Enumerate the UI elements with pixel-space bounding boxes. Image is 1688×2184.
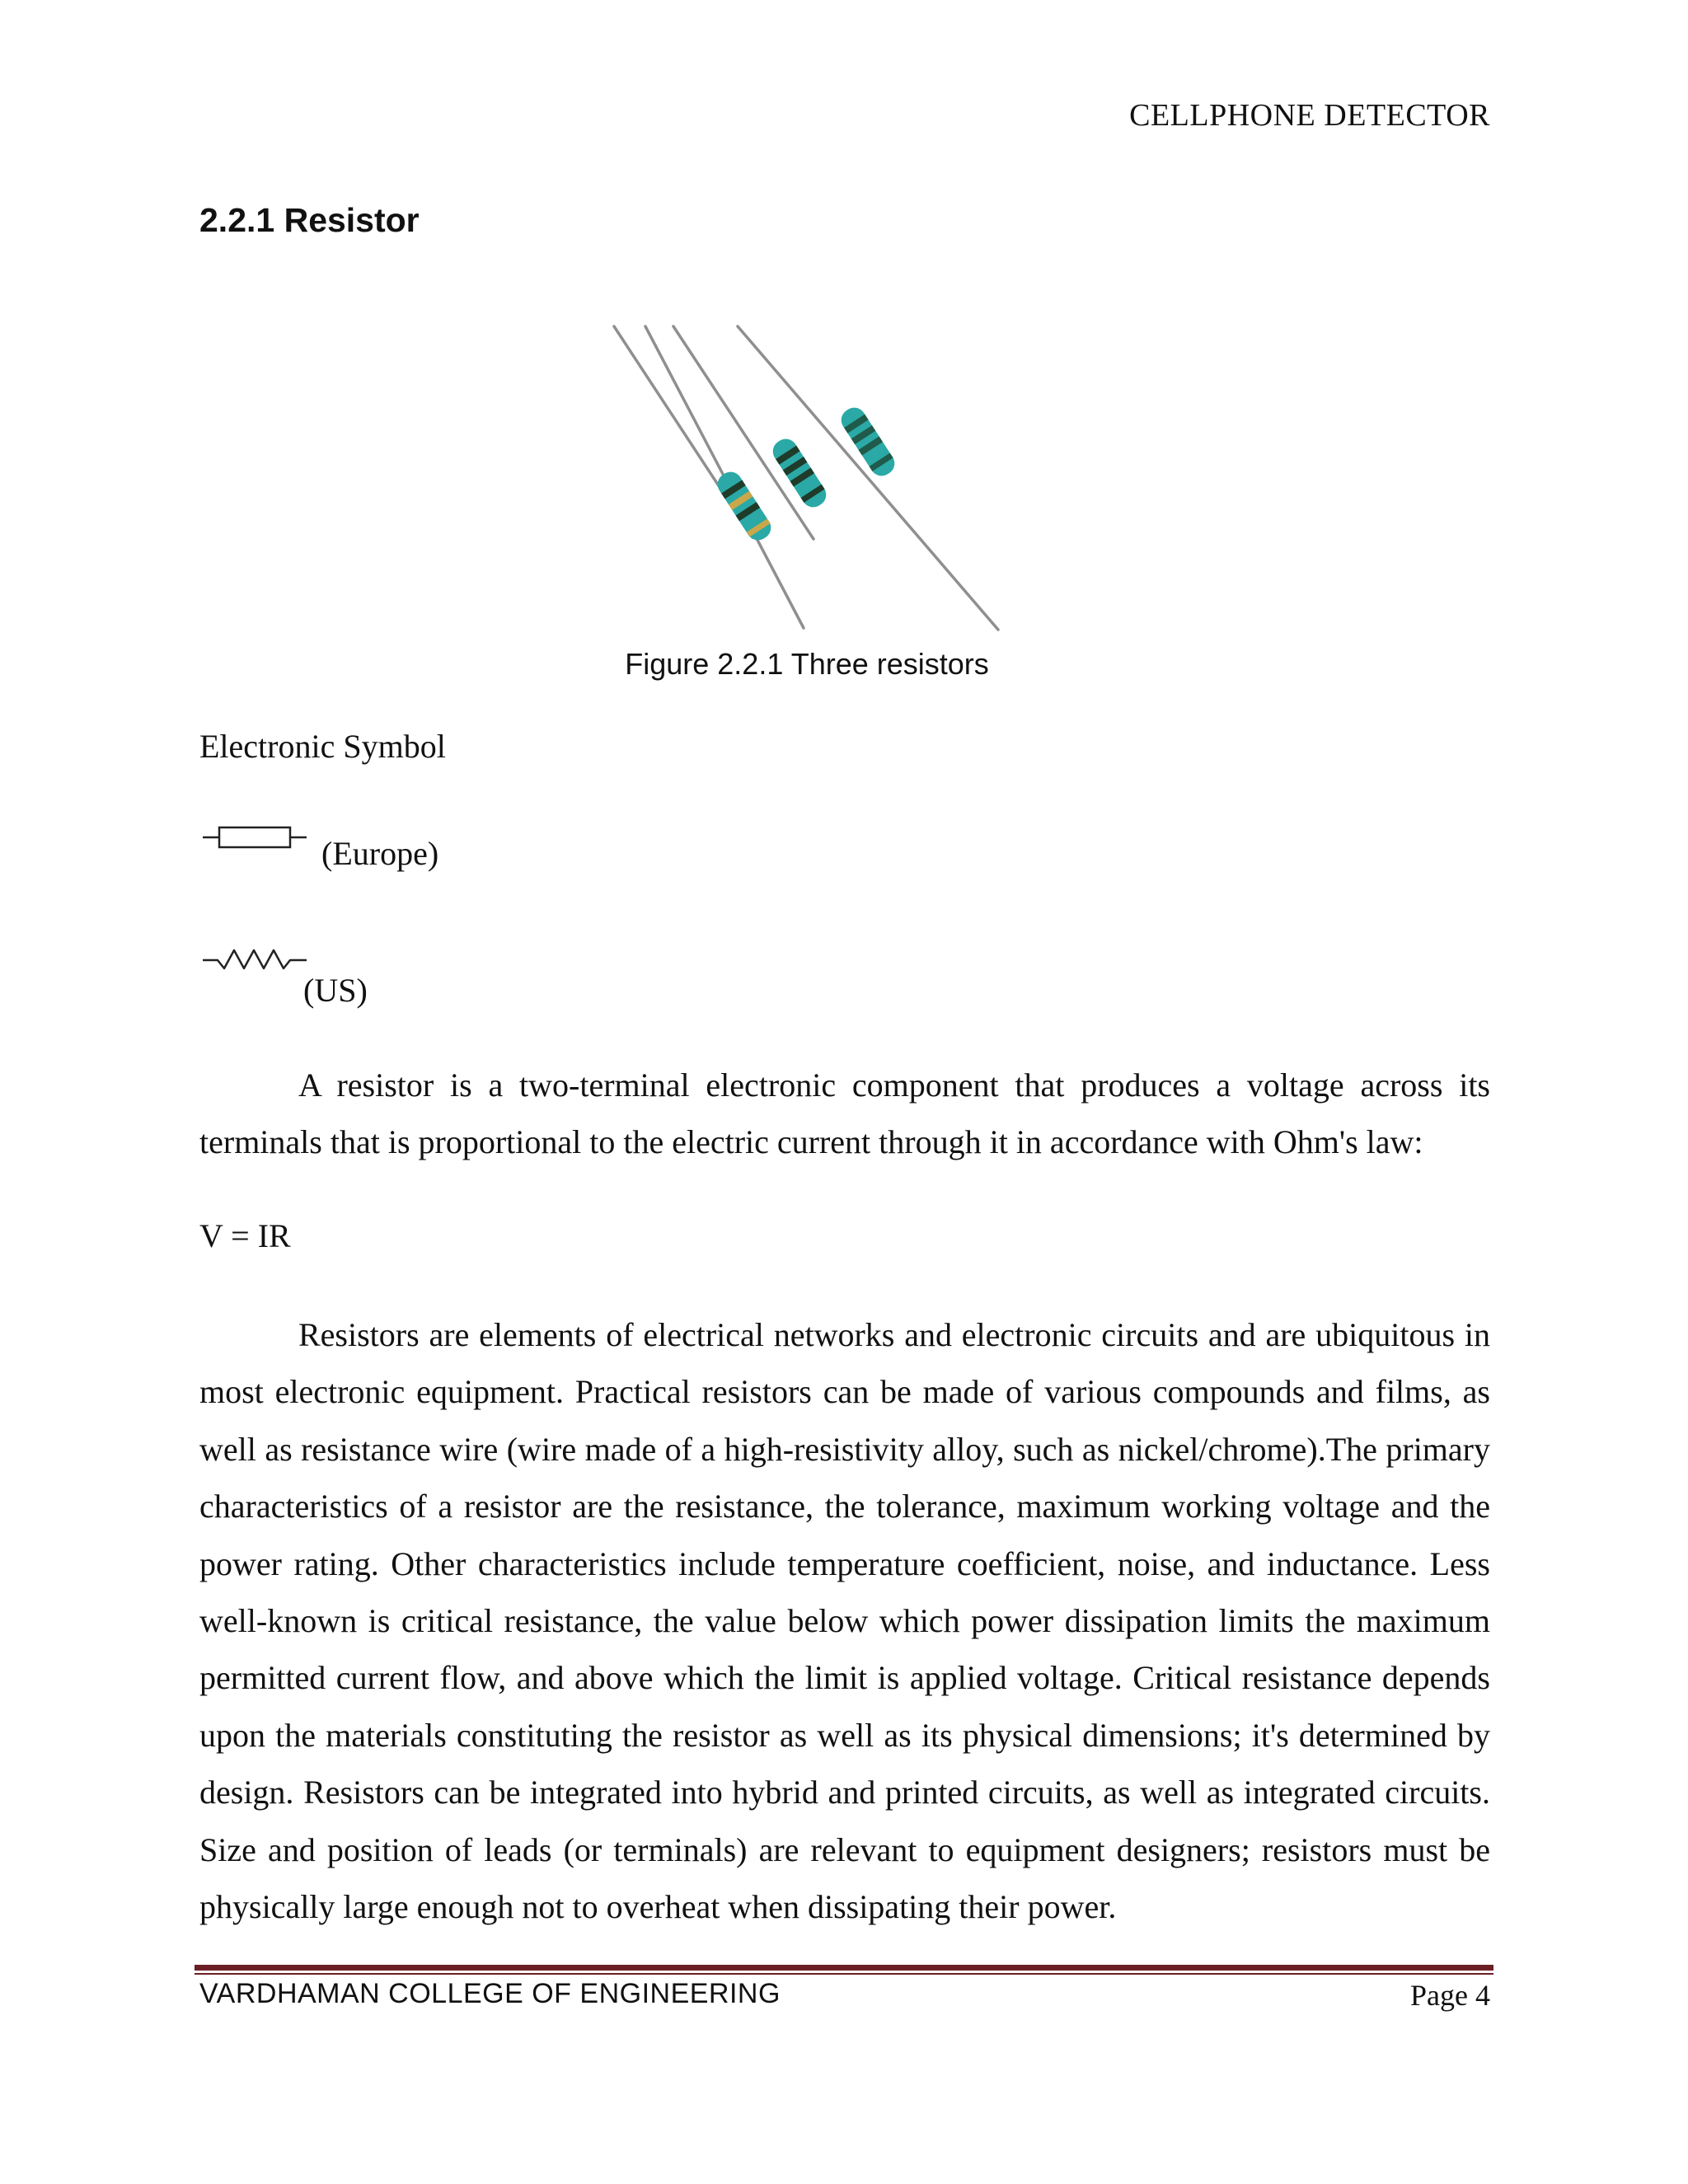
figure-caption: Figure 2.2.1 Three resistors <box>625 647 989 681</box>
footer-institution: VARDHAMAN COLLEGE OF ENGINEERING <box>199 1978 781 2009</box>
footer-rule-thin <box>195 1973 1493 1975</box>
resistor-symbol-europe-icon <box>201 821 308 854</box>
electronic-symbol-label: Electronic Symbol <box>199 728 446 765</box>
ohms-law-formula: V = IR <box>199 1217 291 1254</box>
page-number: Page 4 <box>1410 1979 1490 2012</box>
europe-symbol-label: (Europe) <box>321 835 439 872</box>
resistor-definition-paragraph: A resistor is a two-terminal electronic component that produces a voltage across its terminals that is proportional to the electric current through it in accordance with Ohm's law: <box>199 1066 1490 1161</box>
footer-rule <box>195 1965 1493 1971</box>
page-header-title: CELLPHONE DETECTOR <box>1129 98 1490 133</box>
resistor-symbol-us-icon <box>201 942 308 975</box>
resistor-3 <box>837 403 898 480</box>
section-heading: 2.2.1 Resistor <box>199 201 420 239</box>
resistor-characteristics-paragraph: Resistors are elements of electrical networks and electronic circuits and are ubiquitous in most electronic equipment. Practical resistors can be made of various compounds and films, as well as resistance wire (wire made of a high-resistivity alloy, such as nickel/chrome).The primary characteristics of a resistor are the resistance, the tolerance, maximum working voltage and the power rating. Other characteristics include temperature coefficient, noise, and inductance. Less well-known is critical resistance, the value below which power dissipation limits the maximum permitted current flow, and above which the limit is applied voltage. Critical resistance depends upon the materials constituting the resistor as well as its physical dimensions; it's determined by design. Resistors can be integrated into hybrid and printed circuits, as well as integrated circuits. Size and position of leads (or terminals) are relevant to equipment designers; resistors must be physically large enough not to overheat when dissipating their power. <box>199 1316 1490 1926</box>
resistor-2 <box>768 434 830 511</box>
us-symbol-label: (US) <box>303 972 368 1009</box>
resistor-1 <box>713 467 775 544</box>
resistors-photo <box>606 323 1001 633</box>
